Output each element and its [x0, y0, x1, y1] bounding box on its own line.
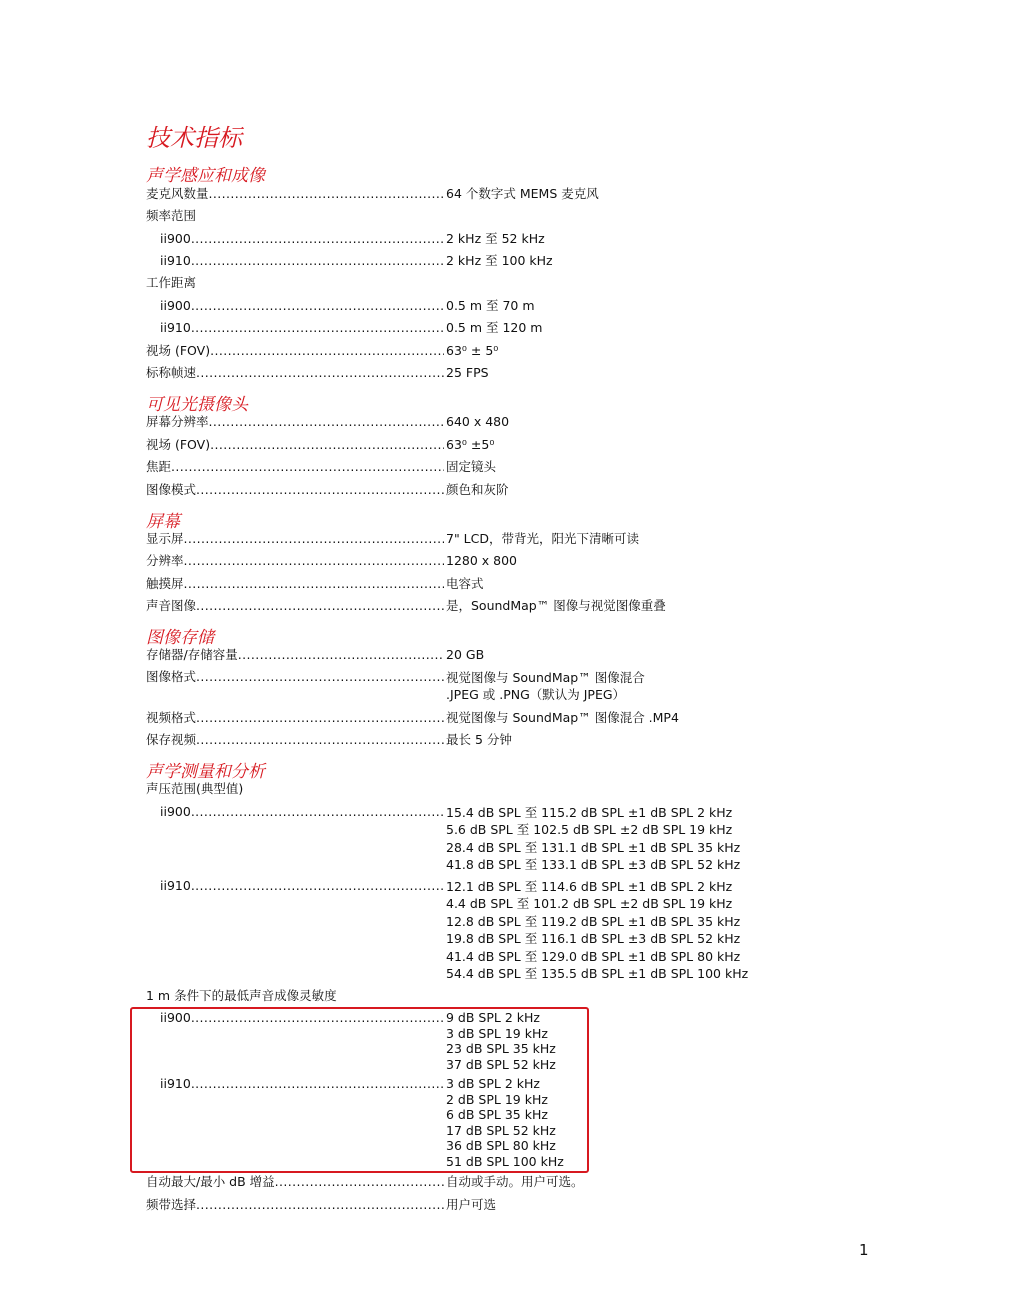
spec-label: 图像模式 ..... [146, 482, 444, 498]
section-heading-storage: 图像存储 [146, 628, 214, 648]
value-line: 51 dB SPL 100 kHz [446, 1153, 564, 1169]
value-line: 3 dB SPL 2 kHz [446, 1076, 540, 1091]
spec-label: 自动最大/最小 dB 增益 ..... [146, 1174, 444, 1190]
spec-value: 1280 x 800 [446, 553, 518, 568]
value-line: 5.6 dB SPL 至 102.5 dB SPL ±2 dB SPL 19 kHz [446, 822, 733, 838]
spec-label: 视频格式 ..... [146, 710, 444, 726]
value-line: 15.4 dB SPL 至 115.2 dB SPL ±1 dB SPL 2 kHz [446, 805, 733, 820]
spec-label: 视场 (FOV) ..... [146, 437, 444, 453]
spec-label: ii900 ..... [160, 298, 444, 314]
spec-value: 63⁰ ± 5⁰ [446, 343, 499, 358]
spec-label: ii900 ..... [160, 804, 444, 820]
spec-value-multiline [446, 878, 748, 982]
value-line: 4.4 dB SPL 至 101.2 dB SPL ±2 dB SPL 19 kHz [446, 896, 733, 912]
spec-value-multiline [446, 1076, 564, 1170]
spec-value: 2 kHz 至 52 kHz [446, 231, 545, 246]
spec-value: 固定镜头 [446, 459, 497, 474]
spec-value: 0.5 m 至 70 m [446, 298, 535, 313]
spec-label: 屏幕分辨率 ..... [146, 414, 444, 430]
section-heading-measurement: 声学测量和分析 [146, 762, 265, 782]
spec-label: 1 m 条件下的最低声音成像灵敏度 [146, 988, 337, 1003]
value-line: 19.8 dB SPL 至 116.1 dB SPL ±3 dB SPL 52 kHz [446, 931, 741, 947]
spec-value: 是，SoundMap™ 图像与视觉图像重叠 [446, 598, 666, 613]
section-heading-acoustic: 声学感应和成像 [146, 166, 265, 186]
spec-value: 电容式 [446, 576, 484, 591]
spec-value-multiline [446, 1010, 556, 1072]
value-line: 3 dB SPL 19 kHz [446, 1025, 548, 1041]
spec-label: 麦克风数量 ..... [146, 186, 444, 202]
spec-value-multiline [446, 804, 740, 874]
spec-label: 分辨率 ..... [146, 553, 444, 569]
spec-value: 63⁰ ±5⁰ [446, 437, 495, 452]
spec-value: 视觉图像与 SoundMap™ 图像混合 .MP4 [446, 710, 679, 725]
spec-label: 触摸屏 ..... [146, 576, 444, 592]
spec-label: ii910 ..... [160, 253, 444, 269]
spec-label: 声音图像 ..... [146, 598, 444, 614]
section-heading-camera: 可见光摄像头 [146, 395, 248, 415]
value-line: 54.4 dB SPL 至 135.5 dB SPL ±1 dB SPL 100 kHz [446, 965, 749, 981]
page-number: 1 [859, 1241, 869, 1259]
spec-value: 自动或手动。用户可选。 [446, 1174, 584, 1189]
spec-value: 用户可选 [446, 1197, 497, 1212]
value-line: 视觉图像与 SoundMap™ 图像混合 [446, 670, 645, 685]
spec-label: 图像格式 ..... [146, 669, 444, 685]
spec-value: 640 x 480 [446, 414, 510, 429]
spec-value: 64 个数字式 MEMS 麦克风 [446, 186, 599, 201]
spec-label: 频率范围 [146, 208, 197, 223]
spec-label: 存储器/存储容量 ..... [146, 647, 444, 663]
value-line: 37 dB SPL 52 kHz [446, 1056, 556, 1072]
spec-label: ii900 ..... [160, 1010, 444, 1026]
spec-label: 频带选择 ..... [146, 1197, 444, 1213]
section-heading-screen: 屏幕 [146, 512, 180, 532]
value-line: 17 dB SPL 52 kHz [446, 1122, 556, 1138]
value-line: 6 dB SPL 35 kHz [446, 1107, 548, 1123]
spec-value: 20 GB [446, 647, 485, 662]
value-line: .JPEG 或 .PNG（默认为 JPEG） [446, 687, 626, 703]
spec-label: 声压范围(典型值) [146, 781, 244, 796]
value-line: 12.1 dB SPL 至 114.6 dB SPL ±1 dB SPL 2 kHz [446, 879, 733, 894]
value-line: 28.4 dB SPL 至 131.1 dB SPL ±1 dB SPL 35 kHz [446, 839, 741, 855]
value-line: 12.8 dB SPL 至 119.2 dB SPL ±1 dB SPL 35 kHz [446, 913, 741, 929]
spec-label: 视场 (FOV) ..... [146, 343, 444, 359]
spec-label: 工作距离 [146, 275, 197, 290]
value-line: 9 dB SPL 2 kHz [446, 1010, 540, 1025]
page-title: 技术指标 [146, 124, 242, 152]
spec-value: 0.5 m 至 120 m [446, 320, 543, 335]
spec-label: 显示屏 ..... [146, 531, 444, 547]
value-line: 36 dB SPL 80 kHz [446, 1138, 556, 1154]
spec-value: 最长 5 分钟 [446, 732, 512, 747]
spec-value: 7" LCD，带背光，阳光下清晰可读 [446, 531, 639, 546]
spec-value: 2 kHz 至 100 kHz [446, 253, 553, 268]
spec-label: 标称帧速 ..... [146, 365, 444, 381]
spec-value: 25 FPS [446, 365, 489, 380]
value-line: 41.4 dB SPL 至 129.0 dB SPL ±1 dB SPL 80 kHz [446, 948, 741, 964]
spec-value: 颜色和灰阶 [446, 482, 509, 497]
spec-label: ii900 ..... [160, 231, 444, 247]
spec-label: ii910 ..... [160, 878, 444, 894]
spec-label: 焦距 ..... [146, 459, 444, 475]
spec-label: ii910 ..... [160, 320, 444, 336]
value-line: 41.8 dB SPL 至 133.1 dB SPL ±3 dB SPL 52 kHz [446, 857, 741, 873]
spec-label: 保存视频 ..... [146, 732, 444, 748]
value-line: 23 dB SPL 35 kHz [446, 1041, 556, 1057]
value-line: 2 dB SPL 19 kHz [446, 1091, 548, 1107]
spec-value-multiline [446, 669, 645, 704]
spec-label: ii910 ..... [160, 1076, 444, 1092]
